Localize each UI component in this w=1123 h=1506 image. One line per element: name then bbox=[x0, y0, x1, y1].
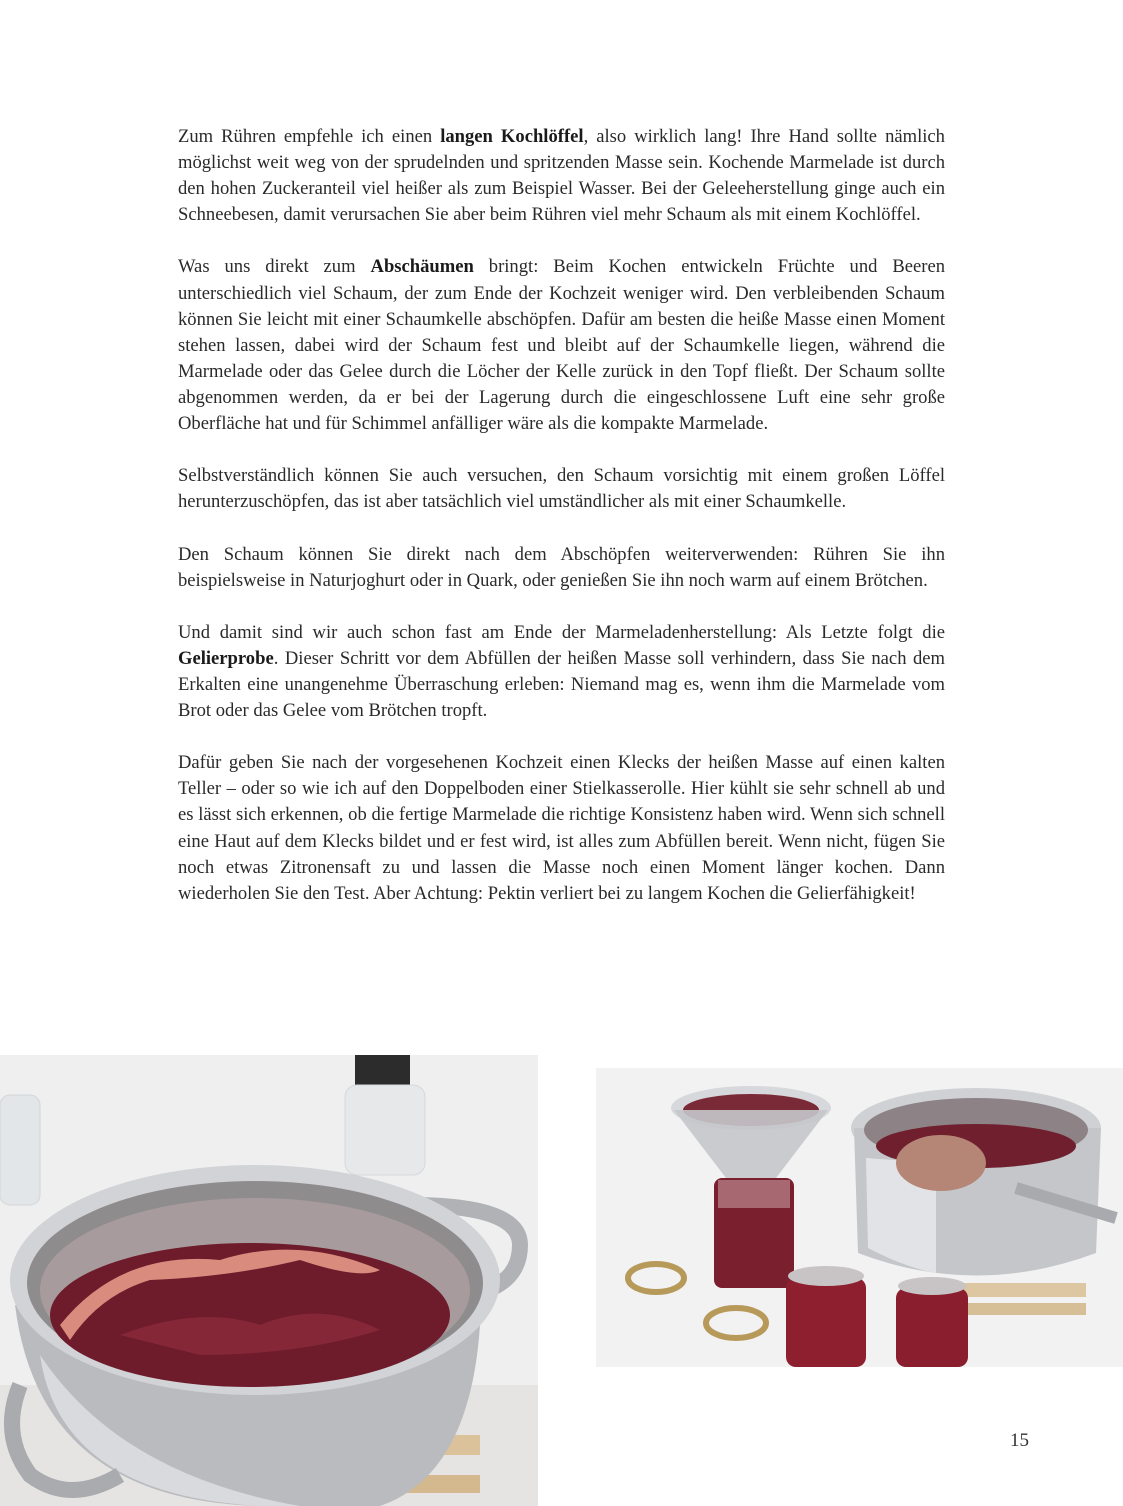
text-run: Zum Rühren empfehle ich einen bbox=[178, 126, 441, 147]
paragraph bbox=[178, 463, 945, 515]
text-run: Den Schaum können Sie direkt nach dem Abschöpfen weiterverwenden: Rühren Sie ihn beispielsweise in Naturjoghurt oder in Quark, oder genießen Sie ihn noch warm auf einem Brötchen. bbox=[178, 543, 945, 591]
emphasis-term: langen Kochlöffel bbox=[440, 126, 584, 147]
text-run: Dafür geben Sie nach der vorgesehenen Kochzeit einen Klecks der heißen Masse auf einen kalten Teller – oder so wie ich auf den Doppelboden einer Stielkasserolle. Hier kühlt sie sehr schnell ab und es lässt sich erkennen, ob die fertige Marmelade die richtige Konsistenz haben wird. Wenn sich schnell eine Haut auf dem Klecks bildet und er fest wird, ist alles zum Abfüllen bereit. Wenn nicht, fügen Sie noch etwas Zitronensaft zu und lassen die Masse noch einen Moment länger kochen. Dann wiederholen Sie den Test. Aber Achtung: Pektin verliert bei zu langem Kochen die Gelierfähigkeit! bbox=[178, 752, 945, 904]
text-run: . Dieser Schritt vor dem Abfüllen der heißen Masse soll verhindern, dass Sie nach dem Erkalten eine unangenehme Überraschung erleben: Niemand mag es, wenn ihm die Marmelade vom Brot oder das Gelee vom Brötchen tropft. bbox=[178, 647, 945, 722]
page-number: 15 bbox=[1010, 1430, 1029, 1451]
photo-jars-funnel bbox=[596, 1068, 1123, 1367]
paragraph bbox=[178, 542, 945, 594]
text-run: Was uns direkt zum bbox=[178, 256, 371, 278]
paragraph bbox=[178, 620, 945, 724]
emphasis-term: Abschäumen bbox=[370, 256, 474, 278]
emphasis-term: Gelierprobe bbox=[178, 647, 274, 669]
text-run: Und damit sind wir auch schon fast am Ende der Marmeladenherstellung: Als Letzte folgt die bbox=[178, 621, 945, 643]
body-text bbox=[178, 124, 945, 933]
paragraph bbox=[178, 124, 945, 228]
jam-pot-illustration bbox=[0, 1055, 538, 1506]
text-run: bringt: Beim Kochen entwickeln Früchte und Beeren unterschiedlich viel Schaum, der zum Ende der Kochzeit weniger wird. Den verbleibenden Schaum können Sie leicht mit einer Schaumkelle abschöpfen. Dafür am besten die heiße Masse einen Moment stehen lassen, dabei wird der Schaum fest und bleibt auf der Schaumkelle liegen, während die Marmelade oder das Gelee durch die Löcher der Kelle zurück in den Topf fließt. Der Schaum sollte abgenommen werden, da er bei der Lagerung durch die eingeschlossene Luft eine sehr große Oberfläche hat und für Schimmel anfälliger wäre als die kompakte Marmelade. bbox=[178, 256, 946, 435]
paragraph bbox=[178, 254, 945, 437]
jars-funnel-illustration bbox=[596, 1068, 1123, 1367]
text-run: , also wirklich lang! Ihre Hand sollte nämlich möglichst weit weg von der sprudelnden und spritzenden Masse sein. Kochende Marmelade ist durch den hohen Zuckeranteil viel heißer als zum Beispiel Wasser. Bei der Geleeherstellung ginge auch ein Schneebesen, damit verursachen Sie aber beim Rühren viel mehr Schaum als mit einem Kochlöffel. bbox=[178, 126, 945, 226]
photo-jam-pot bbox=[0, 1055, 538, 1506]
paragraph bbox=[178, 750, 945, 907]
text-run: Selbstverständlich können Sie auch versuchen, den Schaum vorsichtig mit einem großen Löffel herunterzuschöpfen, das ist aber tatsächlich viel umständlicher als mit einer Schaumkelle. bbox=[178, 465, 945, 513]
